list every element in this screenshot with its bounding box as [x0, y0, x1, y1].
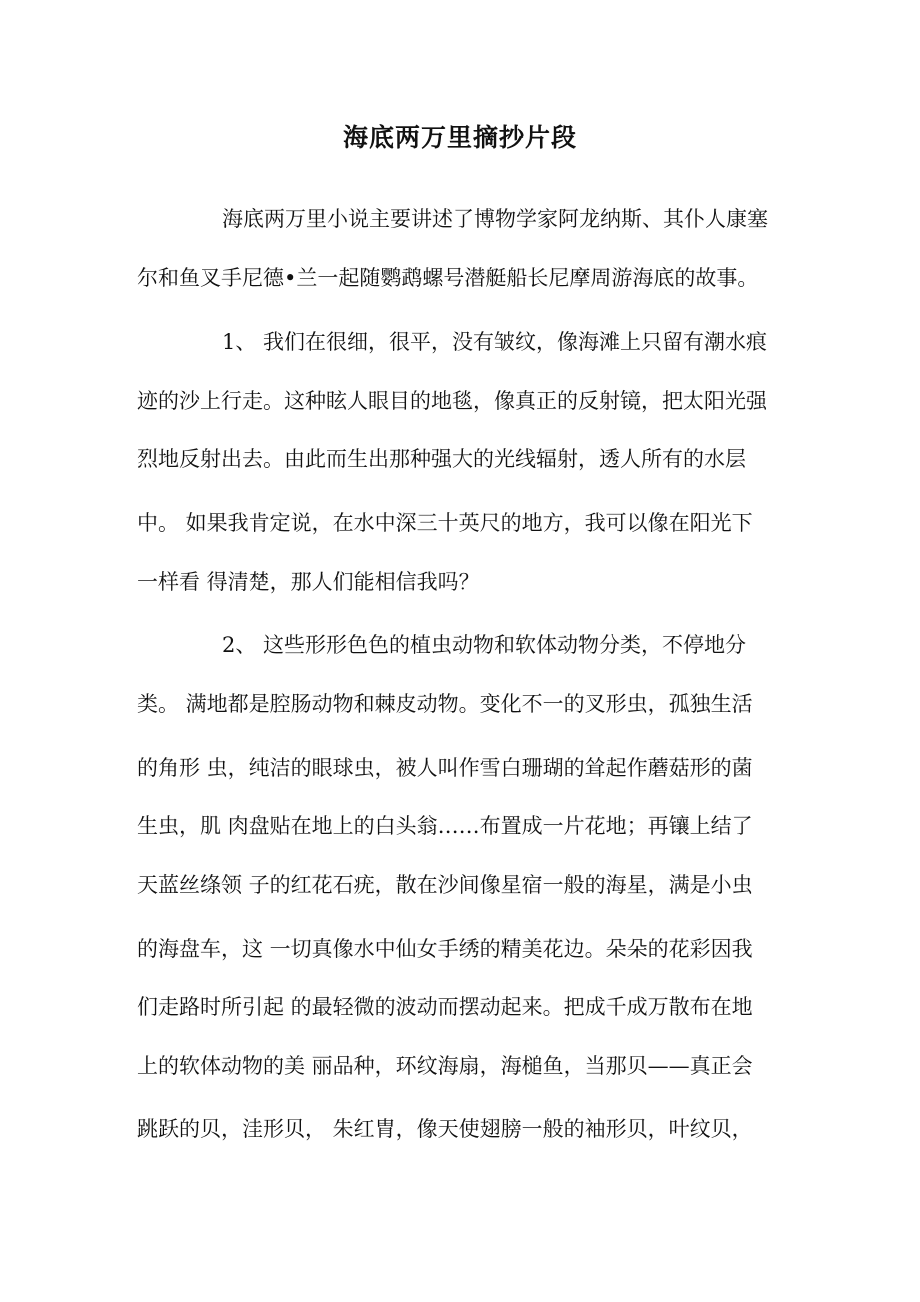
excerpt-2-line: 上的软体动物的美 丽品种，环纹海扇，海槌鱼，当那贝——真正会	[137, 1054, 753, 1078]
excerpt-2-line: 跳跃的贝，洼形贝， 朱红胄，像天使翅膀一般的袖形贝，叶纹贝，	[137, 1117, 753, 1141]
excerpt-2-line: 的角形 虫，纯洁的眼球虫，被人叫作雪白珊瑚的耸起作蘑菇形的菌	[137, 756, 753, 780]
excerpt-2-line: 天蓝丝绦领 子的红花石疣，散在沙间像星宿一般的海星，满是小虫	[137, 873, 753, 897]
excerpt-2-line: 的海盘车，这 一切真像水中仙女手绣的精美花边。朵朵的花彩因我	[137, 937, 753, 961]
excerpt-1-line: 一样看 得清楚，那人们能相信我吗？	[137, 570, 480, 594]
intro-line: 海底两万里小说主要讲述了博物学家阿龙纳斯、其仆人康塞	[222, 207, 768, 231]
excerpt-1-line: 迹的沙上行走。这种眩人眼目的地毯，像真正的反射镜，把太阳光强	[137, 389, 767, 413]
excerpt-2-line: 生虫，肌 肉盘贴在地上的白头翁……布置成一片花地；再镶上结了	[137, 814, 753, 838]
intro-line: 尔和鱼叉手尼德•兰一起随鹦鹉螺号潜艇船长尼摩周游海底的故事。	[137, 266, 759, 290]
excerpt-2-line: 们走路时所引起 的最轻微的波动而摆动起来。把成千成万散布在地	[137, 995, 753, 1019]
excerpt-1-line: 1、 我们在很细，很平，没有皱纹，像海滩上只留有潮水痕	[222, 330, 768, 354]
excerpt-1-line: 中。 如果我肯定说，在水中深三十英尺的地方，我可以像在阳光下	[137, 511, 753, 535]
excerpt-2-line: 2、 这些形形色色的植虫动物和软体动物分类，不停地分	[222, 633, 747, 657]
document-title: 海底两万里摘抄片段	[342, 123, 577, 152]
excerpt-2-line: 类。 满地都是腔肠动物和棘皮动物。变化不一的叉形虫，孤独生活	[137, 692, 753, 716]
excerpt-1-line: 烈地反射出去。由此而生出那种强大的光线辐射，透人所有的水层	[137, 447, 746, 471]
